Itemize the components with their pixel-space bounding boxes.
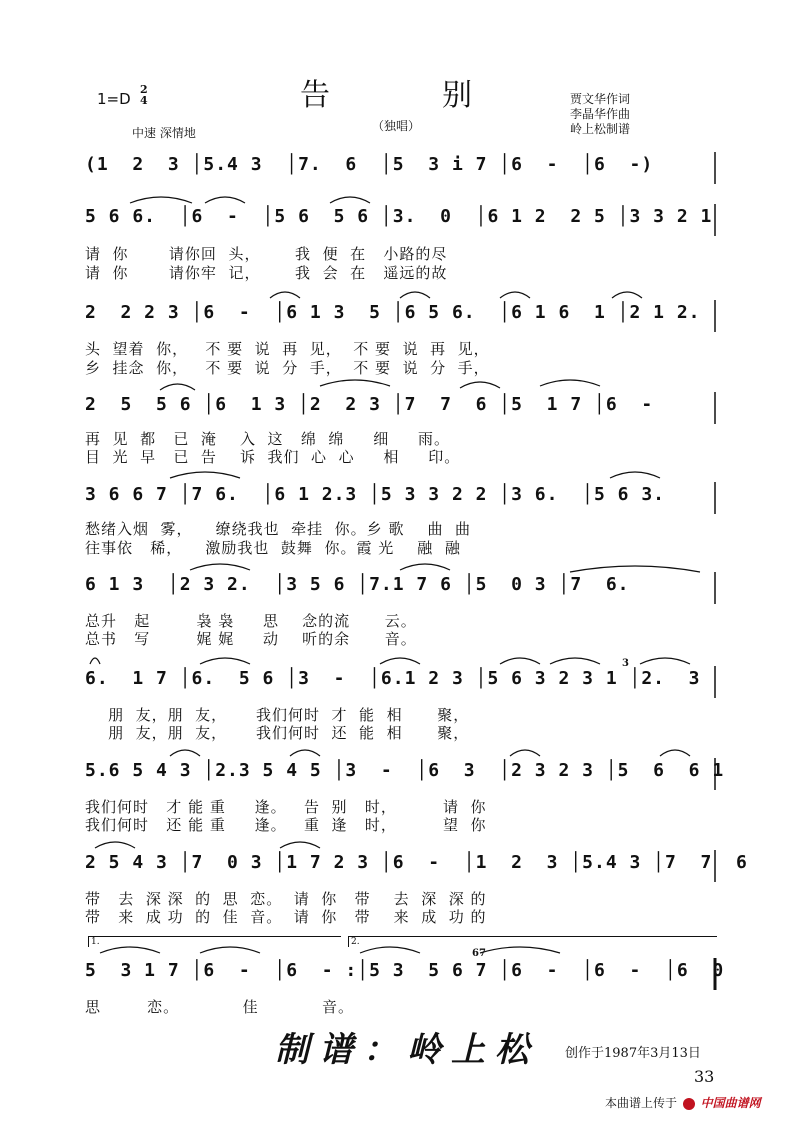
notes-row: 2 2 2 3 │6 - │6 1 3 5 │6 5 6. │6 1 6 1 │2 1 2. <box>85 302 701 323</box>
time-numerator: 2 <box>140 83 148 96</box>
lyrics-verse-2: 乡 挂念 你， 不 要 说 分 手， 不 要 说 分 手， <box>85 359 490 377</box>
lyricist-credit: 贾文华作词 <box>570 92 631 106</box>
lyrics-verse-1: 带 去 深 深 的 思 恋。 请 你 带 去 深 深 的 <box>85 890 487 908</box>
slur-mark <box>550 658 600 664</box>
slur-mark <box>205 197 245 203</box>
footer-prefix: 本曲谱上传于 <box>605 1096 678 1110</box>
slur-mark <box>190 564 250 570</box>
time-denominator: 4 <box>140 94 148 107</box>
slur-mark <box>200 658 250 664</box>
lyrics-verse-2: 目 光 早 已 告 诉 我们 心 心 相 印。 <box>85 448 461 466</box>
notes-row: 3 6 6 7 │7 6. │6 1 2.3 │5 3 3 2 2 │3 6. │5 6 3. <box>85 484 666 505</box>
footer-site-name: 中国曲谱网 <box>700 1096 761 1110</box>
lyrics-verse-1: 我们何时 才 能 重 逢。 告 别 时， 请 你 <box>85 798 487 816</box>
slur-mark <box>270 292 300 298</box>
first-ending-label: 1. <box>91 937 100 947</box>
slur-mark <box>610 472 660 478</box>
lyrics-verse-2: 往事依 稀， 激励我也 鼓舞 你。霞 光 融 融 <box>85 539 461 557</box>
notes-row: (1 2 3 │5.4 3 │7. 6 │5 3 i 7 │6 - │6 -) <box>85 154 654 175</box>
slur-mark <box>460 382 500 388</box>
key-signature: 1=D <box>97 90 131 108</box>
page-number: 33 <box>694 1067 715 1086</box>
notes-row: 5.6 5 4 3 │2.3 5 4 5 │3 - │6 3 │2 3 2 3 │5 6 6 1 <box>85 760 725 781</box>
composition-date: 创作于1987年3月13日 <box>565 1046 701 1061</box>
lyrics-verse-1: 愁绪入烟 雾， 缭绕我也 牵挂 你。乡 歌 曲 曲 <box>85 520 472 538</box>
arranger-credit: 岭上松制谱 <box>570 122 631 136</box>
notes-row: 6. 1 7 │6. 5 6 │3 - │6.1 2 3 │5 6 3 2 3 1 │2. 3 <box>85 668 701 689</box>
slur-mark <box>500 658 540 664</box>
arranger-signature: 制谱：岭上松 <box>275 1030 539 1070</box>
notes-row: 2 5 5 6 │6 1 3 │2 2 3 │7 7 6 │5 1 7 │6 - <box>85 394 654 415</box>
slur-mark <box>660 750 690 756</box>
lyrics-verse-2: 我们何时 还 能 重 逢。 重 逢 时， 望 你 <box>85 816 487 834</box>
notes-row: 5 6 6. │6 - │5 6 5 6 │3. 0 │6 1 2 2 5 │3 3 2 1 <box>85 206 713 227</box>
grace-note-2: 3 <box>622 658 629 669</box>
slur-mark <box>570 566 700 572</box>
slur-mark <box>540 380 600 386</box>
slur-mark <box>612 292 642 298</box>
song-title: 告别 <box>300 78 584 113</box>
slur-mark <box>170 750 200 756</box>
slur-mark <box>500 292 530 298</box>
slur-mark <box>170 472 240 478</box>
slur-mark <box>100 947 160 953</box>
lyrics-verse-2: 总书 写 娓 娓 动 听的余 音。 <box>85 630 417 648</box>
slur-mark <box>640 658 690 664</box>
notes-row: 6 1 3 │2 3 2. │3 5 6 │7.1 7 6 │5 0 3 │7 6. <box>85 574 630 595</box>
slur-mark <box>200 947 260 953</box>
slur-mark <box>400 564 450 570</box>
slur-mark <box>290 750 320 756</box>
lyrics-verse-1: 头 望着 你， 不 要 说 再 见， 不 要 说 再 见， <box>85 340 490 358</box>
lyrics-verse-2: 请 你 请你牢 记， 我 会 在 遥远的故 <box>85 264 448 282</box>
lyrics-verse-1: 再 见 都 已 淹 入 这 绵 绵 细 雨。 <box>85 430 451 448</box>
lyrics-verse-1: 总升 起 袅 袅 思 念的流 云。 <box>85 612 417 630</box>
slur-mark <box>130 197 192 203</box>
slur-mark <box>320 380 390 386</box>
composer-credit: 李晶华作曲 <box>570 107 631 121</box>
lyrics-verse-1: 思 恋。 佳 音。 <box>85 998 355 1016</box>
lyrics-verse-1: 请 你 请你回 头， 我 便 在 小路的尽 <box>85 245 448 263</box>
tempo-marking: 中速 深情地 <box>132 126 196 140</box>
second-ending-label: 2. <box>351 937 360 947</box>
lyrics-verse-2: 带 来 成 功 的 佳 音。 请 你 带 来 成 功 的 <box>85 908 487 926</box>
slur-mark <box>400 292 430 298</box>
performance-note: （独唱） <box>372 119 421 133</box>
notes-row: 5 3 1 7 │6 - │6 - :│5 3 5 6 7 │6 - │6 - │6 0 <box>85 960 725 981</box>
slur-mark <box>360 947 420 953</box>
slur-mark <box>90 658 100 664</box>
upload-footer <box>605 1094 761 1111</box>
slur-mark <box>330 197 370 203</box>
lyrics-verse-2: 朋 友，朋 友， 我们何时 还 能 相 聚， <box>85 724 470 742</box>
lyrics-verse-1: 朋 友，朋 友， 我们何时 才 能 相 聚， <box>85 706 470 724</box>
slur-mark <box>280 842 320 848</box>
site-logo-icon <box>683 1098 695 1110</box>
slur-mark <box>95 842 135 848</box>
grace-note: 67 <box>472 948 486 959</box>
notes-row: 2 5 4 3 │7 0 3 │1 7 2 3 │6 - │1 2 3 │5.4 3 │7 7 6 <box>85 852 748 873</box>
slur-mark <box>380 658 420 664</box>
slur-mark <box>510 750 540 756</box>
slur-mark <box>160 384 195 390</box>
slur-mark <box>480 947 560 953</box>
